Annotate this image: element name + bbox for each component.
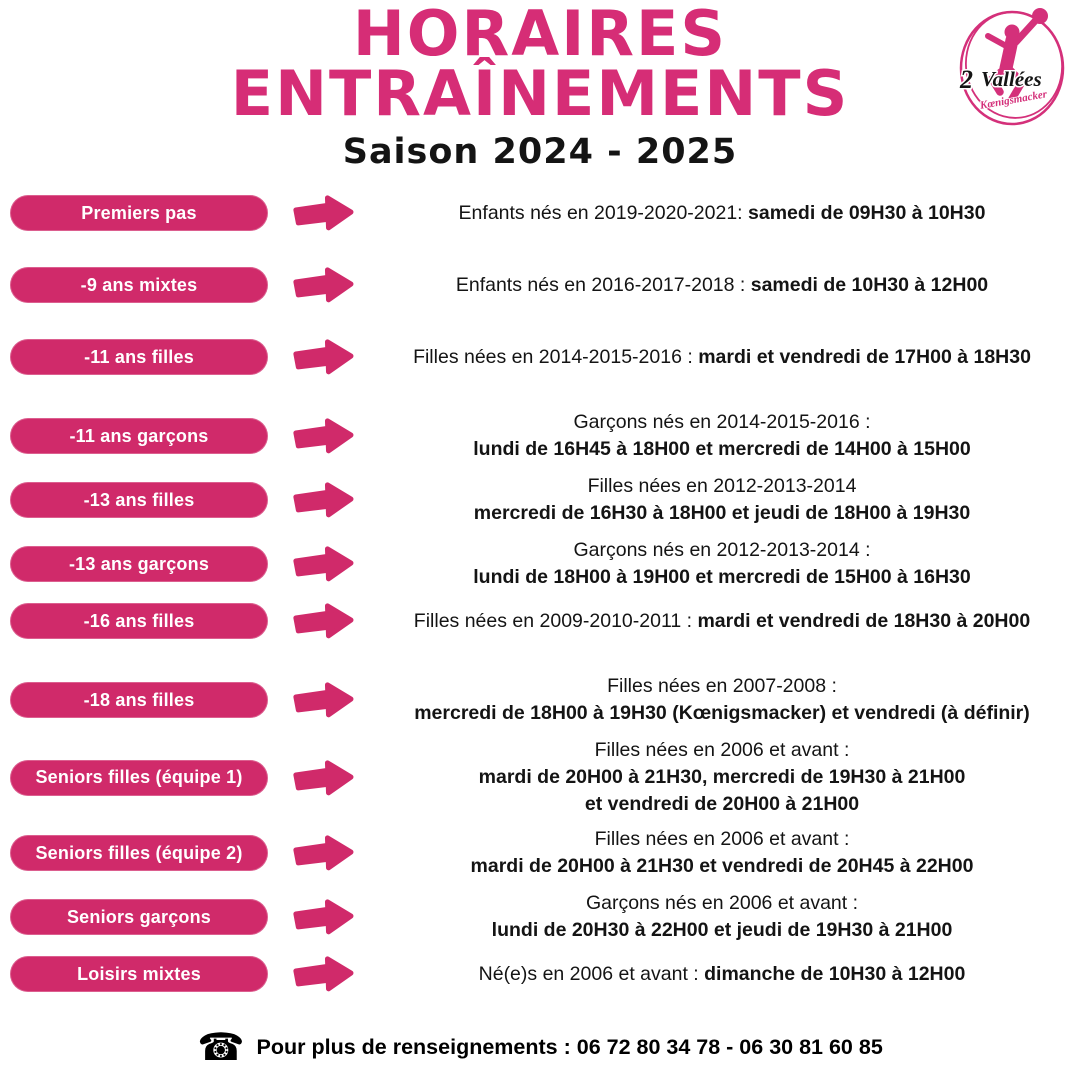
schedule-row — [10, 890, 1066, 944]
category-label: -16 ans filles — [83, 610, 195, 631]
category-pill[interactable] — [10, 603, 268, 639]
arrow-icon — [268, 601, 378, 641]
arrow-icon — [268, 416, 378, 456]
category-label: -9 ans mixtes — [80, 274, 198, 295]
schedule-line-bold: et vendredi de 20H00 à 21H00 — [584, 793, 860, 815]
category-pill[interactable] — [10, 195, 268, 231]
schedule-line-regular: Filles nées en 2012-2013-2014 — [587, 475, 857, 497]
schedule-line — [378, 826, 1066, 853]
category-pill[interactable] — [10, 835, 268, 871]
schedule-line-bold: mercredi de 18H00 à 19H30 (Kœnigsmacker) et vendredi (à définir) — [414, 702, 1030, 724]
category-pill[interactable] — [10, 482, 268, 518]
schedule-text — [378, 537, 1066, 591]
category-pill[interactable] — [10, 267, 268, 303]
schedule-line — [378, 917, 1066, 944]
schedule-line — [378, 473, 1066, 500]
category-label: -11 ans garçons — [69, 425, 209, 446]
phone-icon: ☎ — [197, 1025, 245, 1069]
category-label: -13 ans filles — [83, 489, 195, 510]
arrow-icon — [268, 758, 378, 798]
handball-player-logo-icon — [954, 2, 1070, 134]
schedule-line-bold: mardi de 20H00 à 21H30, mercredi de 19H30 à 21H00 — [478, 766, 966, 788]
schedule-line — [378, 344, 1066, 371]
schedule-line-bold: lundi de 20H30 à 22H00 et jeudi de 19H30 à 21H00 — [491, 919, 953, 941]
schedule-line-bold: samedi de 10H30 à 12H00 — [750, 273, 989, 296]
category-pill[interactable] — [10, 899, 268, 935]
category-label: Loisirs mixtes — [77, 963, 201, 984]
schedule-line-regular: Filles nées en 2014-2015-2016 : — [413, 345, 699, 368]
schedule-line — [378, 700, 1066, 727]
footer — [0, 1025, 1080, 1069]
logo-club-number: 2 — [960, 65, 973, 94]
schedule-row — [10, 537, 1066, 591]
arrow-icon — [268, 265, 378, 305]
logo-club-city: Kœnigsmacker — [979, 88, 1048, 112]
schedule-line — [378, 961, 1066, 988]
schedule-line-regular: Né(e)s en 2006 et avant : — [478, 962, 705, 985]
arrow-icon — [268, 193, 378, 233]
schedule-line — [378, 537, 1066, 564]
page-title-line1: HORAIRES — [352, 0, 728, 70]
arrow-icon — [268, 544, 378, 584]
category-pill[interactable] — [10, 760, 268, 796]
schedule-line — [378, 608, 1066, 635]
schedule-line-bold: mercredi de 16H30 à 18H00 et jeudi de 18H00 à 19H30 — [473, 502, 971, 524]
contact-info — [257, 1035, 883, 1060]
contact-label: Pour plus de renseignements : — [256, 1034, 577, 1059]
club-logo — [954, 2, 1070, 134]
category-label: Seniors filles (équipe 2) — [35, 842, 243, 863]
schedule-row — [10, 826, 1066, 880]
schedule-line — [378, 272, 1066, 299]
schedule-line-regular: Filles nées en 2006 et avant : — [594, 828, 850, 850]
category-label: -11 ans filles — [84, 346, 194, 367]
schedule-row — [10, 601, 1066, 641]
schedule-row — [10, 954, 1066, 994]
category-pill[interactable] — [10, 339, 268, 375]
schedule-line-regular: Garçons nés en 2014-2015-2016 : — [573, 411, 871, 433]
schedule-text — [378, 272, 1066, 299]
logo-club-name: Vallées — [981, 67, 1042, 91]
schedule-line — [378, 673, 1066, 700]
category-label: -13 ans garçons — [68, 553, 210, 574]
schedule-line-regular: Garçons nés en 2012-2013-2014 : — [573, 539, 871, 561]
schedule-line-bold: lundi de 18H00 à 19H00 et mercredi de 15H00 à 16H30 — [473, 566, 971, 588]
header — [0, 0, 1080, 172]
schedule-line-bold: mardi et vendredi de 17H00 à 18H30 — [698, 345, 1031, 368]
category-pill[interactable] — [10, 956, 268, 992]
schedule-text — [378, 673, 1066, 727]
arrow-icon — [268, 480, 378, 520]
arrow-icon — [268, 337, 378, 377]
schedule-line — [378, 436, 1066, 463]
category-pill[interactable] — [10, 682, 268, 718]
schedule-line-bold: mardi et vendredi de 18H30 à 20H00 — [697, 609, 1031, 632]
category-label: Premiers pas — [81, 202, 197, 223]
category-label: -18 ans filles — [83, 689, 195, 710]
category-pill[interactable] — [10, 546, 268, 582]
schedule-line — [378, 737, 1066, 764]
schedule-line — [378, 200, 1066, 227]
schedule-text — [378, 961, 1066, 988]
schedule-line-regular: Filles nées en 2007-2008 : — [607, 675, 837, 697]
arrow-icon — [268, 680, 378, 720]
schedule-text — [378, 409, 1066, 463]
schedule-line-regular: Filles nées en 2006 et avant : — [594, 739, 850, 761]
schedule-line-regular: Enfants nés en 2019-2020-2021: — [458, 201, 749, 224]
page-title-line2: ENTRAÎNEMENTS — [230, 57, 850, 130]
schedule-text — [378, 200, 1066, 227]
schedule-row — [10, 409, 1066, 463]
schedule-row — [10, 673, 1066, 727]
schedule-text — [378, 826, 1066, 880]
schedule-line — [378, 764, 1066, 791]
arrow-icon — [268, 833, 378, 873]
category-label: Seniors filles (équipe 1) — [35, 767, 243, 787]
category-label: Seniors garçons — [66, 906, 212, 927]
schedule-line-bold: mardi de 20H00 à 21H30 et vendredi de 20H45 à 22H00 — [470, 855, 974, 877]
contact-phones: 06 72 80 34 78 - 06 30 81 60 85 — [576, 1034, 883, 1059]
schedule-line — [378, 853, 1066, 880]
schedule-text — [378, 344, 1066, 371]
schedule-line — [378, 500, 1066, 527]
schedule-row — [10, 193, 1066, 233]
schedule-line — [378, 409, 1066, 436]
schedule-line-bold: samedi de 09H30 à 10H30 — [748, 201, 986, 224]
schedule-line-regular: Enfants nés en 2016-2017-2018 : — [455, 273, 751, 296]
schedule-text — [378, 608, 1066, 635]
schedule-row — [10, 265, 1066, 305]
schedule-line — [378, 791, 1066, 818]
schedule-line-bold: lundi de 16H45 à 18H00 et mercredi de 14H00 à 15H00 — [473, 438, 971, 460]
schedule-list — [0, 193, 1080, 994]
category-pill[interactable] — [10, 418, 268, 454]
arrow-icon — [268, 897, 378, 937]
schedule-text — [378, 737, 1066, 818]
schedule-row — [10, 737, 1066, 818]
schedule-row — [10, 337, 1066, 377]
schedule-line-regular: Filles nées en 2009-2010-2011 : — [413, 609, 698, 632]
season-subtitle: Saison 2024 - 2025 — [342, 132, 738, 172]
schedule-line — [378, 564, 1066, 591]
schedule-text — [378, 473, 1066, 527]
schedule-line — [378, 890, 1066, 917]
schedule-row — [10, 473, 1066, 527]
schedule-text — [378, 890, 1066, 944]
schedule-line-regular: Garçons nés en 2006 et avant : — [585, 892, 859, 914]
schedule-line-bold: dimanche de 10H30 à 12H00 — [704, 962, 966, 985]
arrow-icon — [268, 954, 378, 994]
